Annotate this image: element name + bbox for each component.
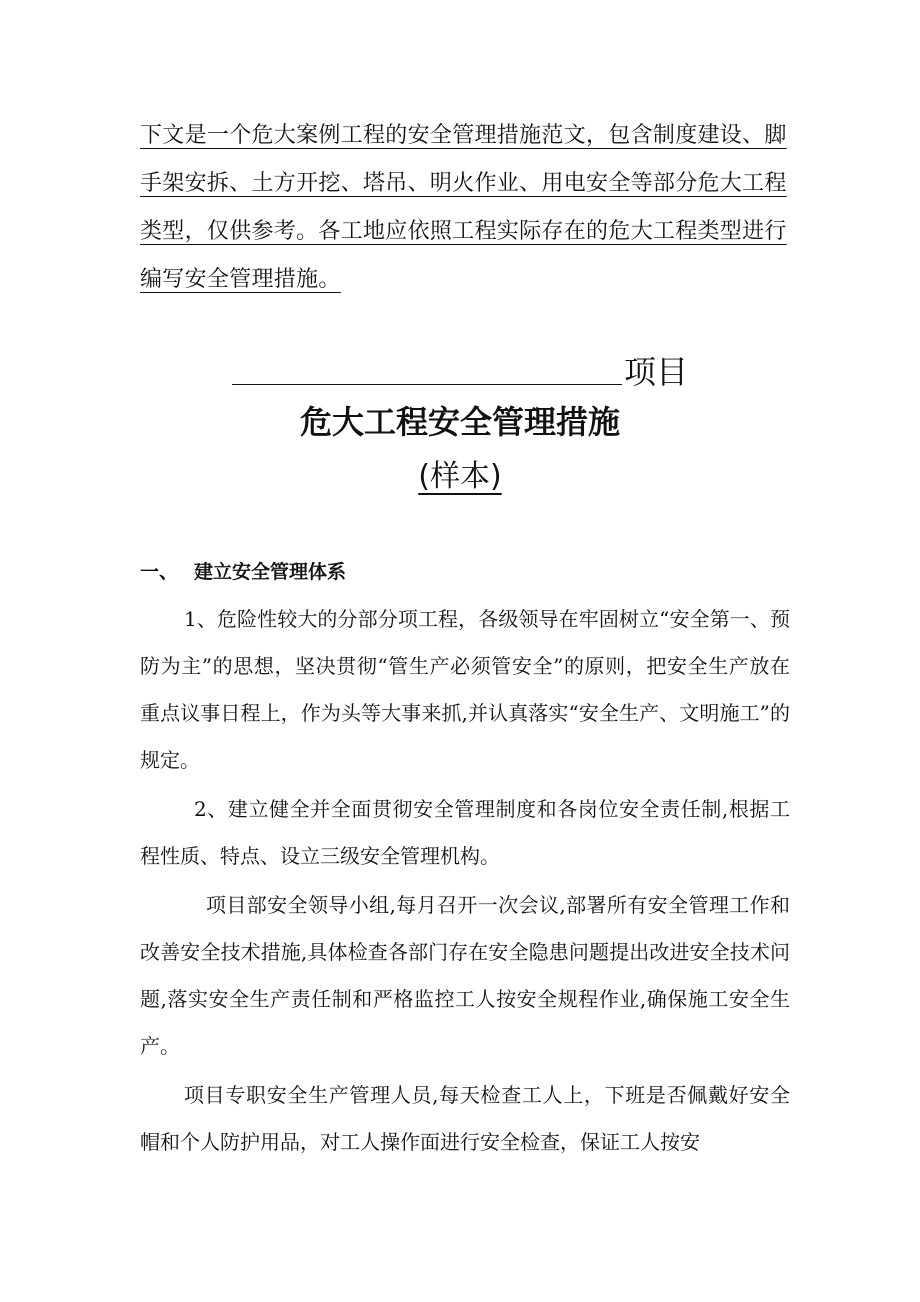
- section-title: 建立安全管理体系: [194, 561, 347, 583]
- document-subtitle: [0, 452, 920, 502]
- paragraph-2: 2、建立健全并全面贯彻安全管理制度和各岗位安全责任制,根据工程性质、特点、设立三级安全管理机构。: [140, 797, 790, 868]
- project-title-line: [232, 344, 692, 400]
- paragraph-3: 项目部安全领导小组,每月召开一次会议,部署所有安全管理工作和改善安全技术措施,具体检查各部门存在安全隐患问题提出改进安全技术问题,落实安全生产责任制和严格监控工人按安全规程作业,确保施工安全生产。: [140, 893, 790, 1058]
- intro-note: [140, 112, 790, 304]
- subtitle-text: (样本): [418, 459, 502, 494]
- document-title: 危大工程安全管理措施: [299, 403, 620, 441]
- section-heading: [140, 552, 346, 592]
- paragraph-4: 项目专职安全生产管理人员,每天检查工人上，下班是否佩戴好安全帽和个人防护用品，对工人操作面进行安全检查，保证工人按安: [140, 1083, 790, 1154]
- intro-note-text: 下文是一个危大案例工程的安全管理措施范文，包含制度建设、脚手架安拆、土方开挖、塔吊、明火作业、用电安全等部分危大工程类型，仅供参考。各工地应依照工程实际存在的危大工程类型进行编写安全管理措施。: [140, 123, 787, 292]
- project-name-blank: [232, 384, 622, 385]
- project-suffix: 项目: [624, 353, 689, 391]
- section-number: 一、: [140, 561, 179, 583]
- paragraph-1: 1、危险性较大的分部分项工程，各级领导在牢固树立“安全第一、预防为主”的思想，坚决贯彻“管生产必须管安全”的原则，把安全生产放在重点议事日程上，作为头等大事来抓,并认真落实“安全生产、文明施工”的规定。: [140, 607, 790, 772]
